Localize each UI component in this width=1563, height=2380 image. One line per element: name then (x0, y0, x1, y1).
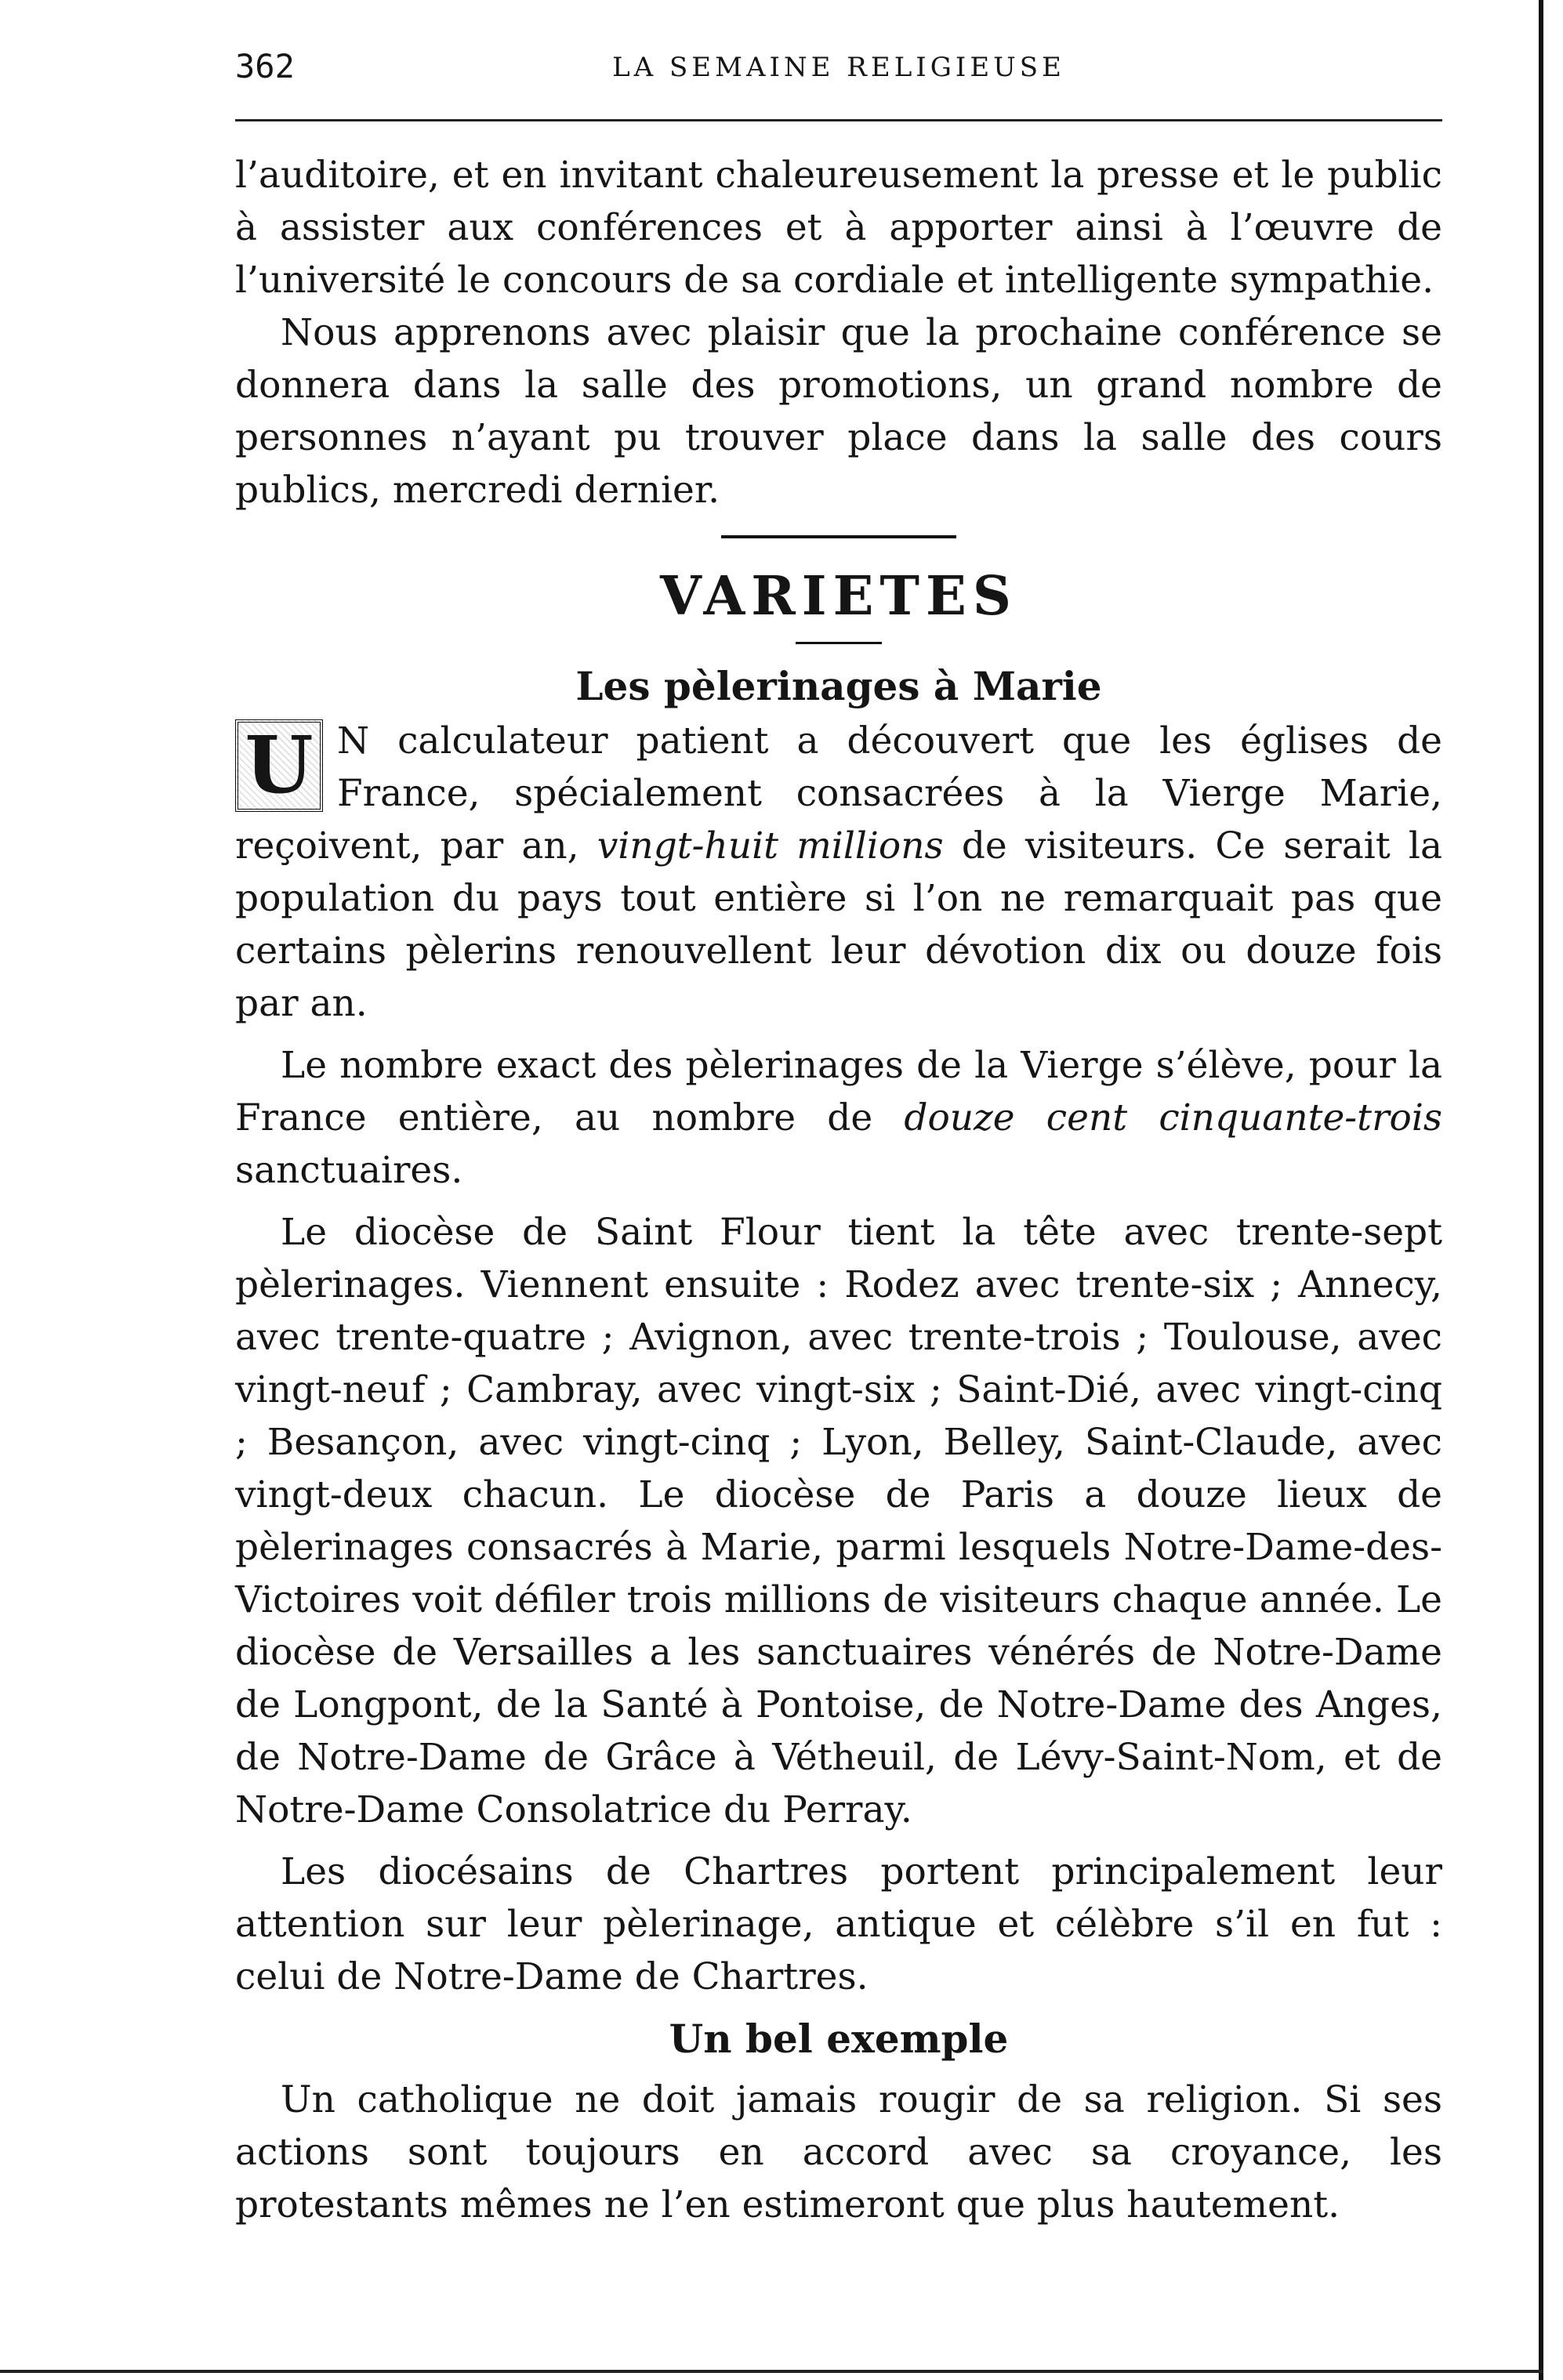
paragraph-dioceses: Le diocèse de Saint Flour tient la tête avec trente-sept pèlerinages. Viennent ensuite : Rodez avec trente-six ; Annecy, avec trente-quatre ; Avignon, avec trente-trois ; Toulouse, avec vingt-neuf ; Cambray, avec vingt-six ; Saint-Dié, avec vingt-cinq ; Besançon, avec vingt-cinq ; Lyon, Belley, Saint-Claude, avec vingt-deux chacun. Le diocèse de Paris a douze lieux de pèlerinages consacrés à Marie, parmi lesquels Notre-Dame-des-Victoires voit défiler trois millions de visiteurs chaque année. Le diocèse de Versailles a les sanctuaires vénérés de Notre-Dame de Longpont, de la Santé à Pontoise, de Notre-Dame des Anges, de Notre-Dame de Grâce à Vétheuil, de Lévy-Saint-Nom, et de Notre-Dame Consolatrice du Perray. (235, 1211, 1442, 1831)
paragraph-conference: Nous apprenons avec plaisir que la prochaine conférence se donnera dans la salle des promotions, un grand nombre de personnes n’ayant pu trouver place dans la salle des cours publics, mercredi dernier. (235, 311, 1442, 512)
running-head (235, 47, 1442, 94)
paragraph-nombre-text-a: Le nombre exact des pèlerinages de la Vierge s’élève, pour la France entière, au nombre de (235, 1044, 1442, 1139)
section-title: VARIETES (660, 565, 1017, 628)
subheading-pelerinages: Les pèlerinages à Marie (575, 663, 1102, 709)
paragraph-calculateur (235, 715, 1442, 1030)
running-title: LA SEMAINE RELIGIEUSE (612, 52, 1065, 83)
paragraph-calculateur-text-a: N calculateur patient a découvert que les églises de France, spécialement consacrées à la Vierge Marie, reçoivent, par an, (235, 719, 1442, 868)
page-edge-bottom (0, 2370, 1543, 2373)
body-text (235, 149, 1442, 2231)
title-separator (796, 642, 882, 644)
drop-cap-initial: U (235, 719, 323, 812)
paragraph-nombre-text-b: sanctuaires. (235, 1149, 463, 1192)
paragraph-nombre-exact (235, 1039, 1442, 1197)
paragraph-chartres: Les diocésains de Chartres portent principalement leur attention sur leur pèlerinage, antique et célèbre s’il en fut : celui de Notre-Dame de Chartres. (235, 1850, 1442, 1998)
emphasis-douze-cent: douze cent cinquante-trois (904, 1096, 1442, 1139)
page-number: 362 (235, 47, 295, 85)
emphasis-vingt-huit-millions: vingt-huit millions (597, 824, 944, 868)
section-separator (721, 535, 956, 538)
paragraph-bel-exemple: Un catholique ne doit jamais rougir de sa religion. Si ses actions sont toujours en accord avec sa croyance, les protestants mêmes ne l’en estimeront que plus hautement. (235, 2078, 1442, 2226)
paragraph-calculateur-text-b: de visiteurs. Ce serait la population du pays tout entière si l’on ne remarquait pas que certains pèlerins renouvellent leur dévotion dix ou douze fois par an. (235, 824, 1442, 1025)
subheading-bel-exemple: Un bel exemple (669, 2016, 1009, 2062)
header-rule (235, 119, 1442, 121)
page-edge-right (1539, 0, 1543, 2380)
paragraph-continued: l’auditoire, et en invitant chaleureusement la presse et le public à assister aux conférences et à apporter ainsi à l’œuvre de l’université le concours de sa cordiale et intelligente sympathie. (235, 154, 1442, 302)
